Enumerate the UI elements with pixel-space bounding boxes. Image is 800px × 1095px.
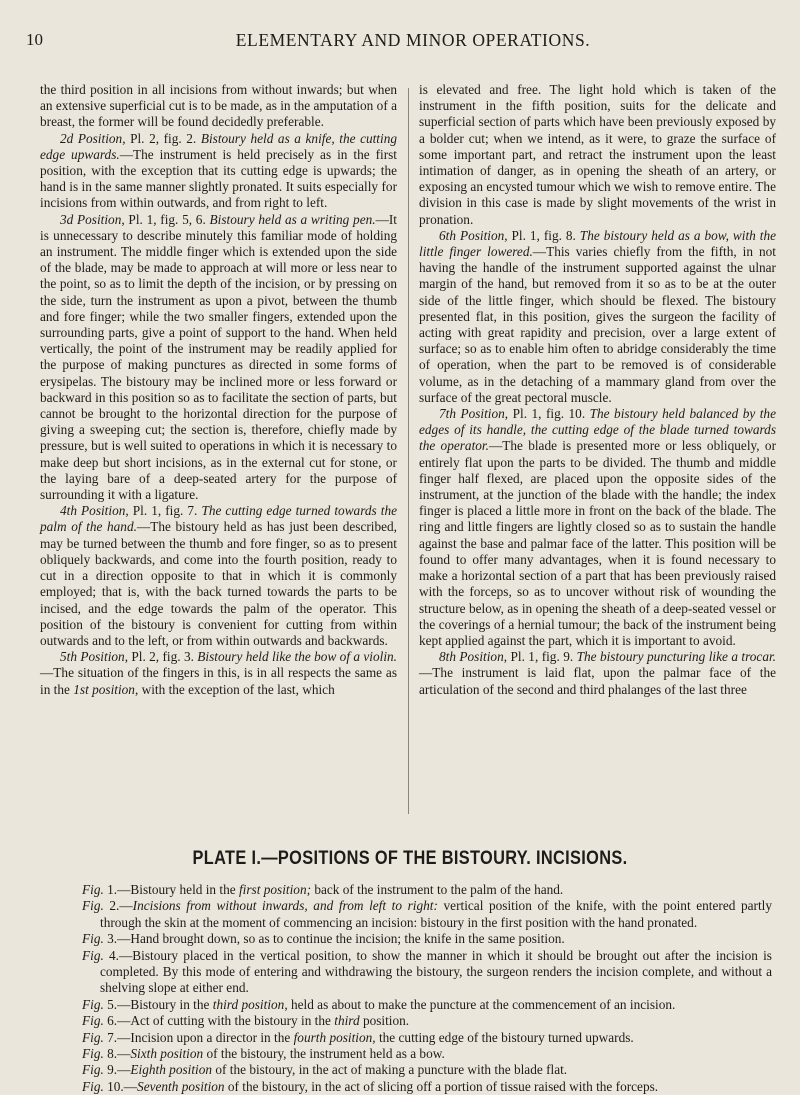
italic-text: The bistoury puncturing like a trocar. bbox=[576, 649, 776, 665]
paragraph bbox=[40, 82, 397, 131]
plate-title: PLATE I.—POSITIONS OF THE BISTOURY. INCISIONS. bbox=[192, 848, 628, 869]
italic-text: Fig. bbox=[82, 1046, 104, 1062]
text-run: , Pl. 1, fig. 10. bbox=[504, 406, 590, 422]
paragraph bbox=[40, 212, 397, 504]
italic-text: Fig. bbox=[82, 947, 104, 963]
text-run: 3.—Hand brought down, so as to continue the incision; the knife in the same position. bbox=[103, 931, 565, 947]
italic-text: Fig. bbox=[82, 931, 104, 947]
right-column bbox=[415, 82, 776, 822]
italic-text: Bistoury held as a knife, the cutting edge upwards. bbox=[40, 130, 397, 162]
text-run: —The instrument is held precisely as in the first position, with the exception that its cutting edge is upwards; the hand is in the same manner slightly pronated. It suits especially for incisions from within outwards, and from right to left. bbox=[40, 146, 397, 211]
text-run: position. bbox=[359, 1013, 410, 1029]
text-run: —The blade is presented more or less obliquely, or entirely flat upon the parts to be divided. The thumb and middle finger half flexed, are placed upon the opposite sides of the instrument, at the junction of the blade with the handle; the index finger is placed a little more in front on the back of the blade. The ring and little fingers are lightly closed so as to sustain the handle against the base and palmar face of the latter. This position will be found to offer many advantages, when it is found necessary to make a horizontal section of a part that has been previously raised with the forceps, so as to uncover without risk of wounding the structure below, as in opening the sheath of a deep-seated vessel or the coverings of a hernial tumour; the back of the instrument being kept applied against the part, which it is important to avoid. bbox=[419, 438, 776, 648]
paragraph bbox=[40, 649, 397, 698]
italic-text: fourth position bbox=[293, 1029, 373, 1045]
italic-text: Fig. bbox=[82, 1078, 104, 1094]
text-run: , the cutting edge of the bistoury turned upwards. bbox=[372, 1029, 634, 1045]
text-run: 7.—Incision upon a director in the bbox=[103, 1029, 294, 1045]
text-run: 5.—Bistoury in the bbox=[103, 996, 213, 1012]
text-run: —The bistoury held as has just been described, may be turned between the thumb and fore finger, so as to present obliquely backwards, and come into the fourth position, ready to cut in a direction opposite to that in which it is commonly employed; that is, with the back turned towards the parts to be incised, and the edge towards the palm of the operator. This position of the bistoury is convenient for cutting from within outwards and to the left, or from within outwards and backwards. bbox=[40, 519, 397, 648]
figure-caption bbox=[82, 997, 772, 1013]
text-run: —The situation of the fingers in this, is in all respects the same as in the bbox=[40, 665, 397, 697]
text-run: back of the instrument to the palm of the hand. bbox=[311, 882, 564, 897]
figure-caption bbox=[82, 1013, 772, 1029]
italic-text: 5th Position bbox=[60, 649, 125, 665]
italic-text: Fig. bbox=[82, 1013, 104, 1029]
italic-text: Seventh position bbox=[137, 1078, 225, 1094]
italic-text: Fig. bbox=[82, 1029, 104, 1045]
column-divider bbox=[408, 88, 409, 814]
italic-text: Bistoury held as a writing pen. bbox=[209, 211, 376, 227]
italic-text: 1st position bbox=[73, 681, 135, 697]
italic-text: Sixth position bbox=[130, 1046, 204, 1062]
text-run: 2.— bbox=[103, 898, 133, 914]
text-run: , held as about to make the puncture at the commencement of an incision. bbox=[284, 996, 676, 1012]
paragraph bbox=[40, 131, 397, 212]
italic-text: The bistoury held balanced by the edges of its handle, the cutting edge of the blade turned towards the operator. bbox=[419, 406, 776, 454]
text-run: 1.—Bistoury held in the bbox=[103, 882, 239, 897]
italic-text: 4th Position bbox=[60, 503, 126, 519]
text-run: , Pl. 1, fig. 9. bbox=[503, 649, 577, 665]
figure-caption bbox=[82, 948, 772, 997]
italic-text: The cutting edge turned towards the palm of the hand. bbox=[40, 503, 398, 535]
italic-text: Bistoury held like the bow of a violin. bbox=[197, 649, 398, 665]
paragraph bbox=[419, 228, 776, 406]
text-run: , Pl. 1, fig. 7. bbox=[125, 503, 202, 519]
italic-text: Incisions from without inwards, and from left to right: bbox=[132, 898, 438, 914]
text-run: is elevated and free. The light hold which is taken of the instrument in the fifth position, suits for the delicate and superficial section of parts which have been previously exposed by a bolder cut; when we intend, as it were, to graze the surface of some important part, and retract the instrument upon the least intimation of danger, as in opening the sheath of an artery, or exposing an encysted tumour which we wish to remove entire. The division in this case is made by slight movements of the wrist in pronation. bbox=[419, 82, 776, 227]
paragraph bbox=[419, 406, 776, 649]
figure-caption bbox=[82, 1079, 772, 1095]
italic-text: 3d Position bbox=[60, 211, 122, 227]
italic-text: Fig. bbox=[82, 1062, 104, 1078]
figure-caption bbox=[82, 898, 772, 931]
paragraph bbox=[40, 503, 397, 649]
body-columns bbox=[40, 82, 776, 822]
italic-text: 7th Position bbox=[439, 406, 505, 422]
text-run: the third position in all incisions from without inwards; but when an extensive superficial cut is to be made, as in the amputation of a breast, the former will be found decidedly preferable. bbox=[40, 82, 397, 130]
text-run: of the bistoury, in the act of making a puncture with the blade flat. bbox=[212, 1062, 568, 1078]
running-head: ELEMENTARY AND MINOR OPERATIONS. bbox=[235, 30, 591, 50]
text-run: of the bistoury, the instrument held as a bow. bbox=[203, 1046, 445, 1062]
italic-text: 8th Position bbox=[439, 649, 504, 665]
italic-text: Fig. bbox=[82, 898, 104, 914]
figure-caption bbox=[82, 1030, 772, 1046]
text-run: , Pl. 1, fig. 8. bbox=[504, 227, 580, 243]
figure-caption bbox=[82, 882, 772, 898]
italic-text: Fig. bbox=[82, 882, 104, 897]
text-run: , Pl. 2, fig. 3. bbox=[124, 649, 198, 665]
plate-captions bbox=[82, 882, 772, 1095]
paragraph bbox=[419, 82, 776, 228]
text-run: 10.— bbox=[103, 1078, 138, 1094]
left-column bbox=[40, 82, 401, 822]
italic-text: The bistoury held as a bow, with the little finger lowered. bbox=[419, 227, 776, 260]
page-number: 10 bbox=[26, 30, 43, 49]
text-run: 4.—Bistoury placed in the vertical position, to show the manner in which it should be brought out after the incision is completed. By this mode of entering and withdrawing the bistoury, the surgeon renders the incision complete, and without a shelving slope at either end. bbox=[100, 947, 772, 996]
paragraph bbox=[419, 649, 776, 698]
text-run: , Pl. 1, fig. 5, 6. bbox=[121, 211, 210, 227]
figure-caption bbox=[82, 931, 772, 947]
page-header bbox=[26, 30, 760, 54]
text-run: —The instrument is laid flat, upon the palmar face of the articulation of the second and third phalanges of the last three bbox=[419, 665, 776, 697]
text-run: , with the exception of the last, which bbox=[134, 681, 335, 697]
italic-text: third bbox=[334, 1013, 360, 1029]
text-run: —This varies chiefly from the fifth, in not having the handle of the instrument supported against the ulnar margin of the hand, but removed from it so as to be at the outer side of the little finger, which should be flexed. The bistoury presented flat, in this position, gives the surgeon the facility of acting with great rapidity and precision, over a large extent of surface; so as to enable him often to abridge considerably the time of operation, when the part to be removed is of considerable volume, as in the detaching of a mammary gland from over the surface of the great pectoral muscle. bbox=[419, 244, 777, 405]
italic-text: Fig. bbox=[82, 996, 104, 1012]
italic-text: first position; bbox=[238, 882, 312, 897]
text-run: 9.— bbox=[103, 1062, 131, 1078]
italic-text: 2d Position bbox=[60, 130, 123, 146]
text-run: 6.—Act of cutting with the bistoury in the bbox=[103, 1013, 335, 1029]
text-run: —It is unnecessary to describe minutely this familiar mode of holding an instrument. The middle finger which is extended upon the side of the blade, may be made to approach at will more or less near to the point, so as to limit the depth of the incision, or by pressing on the side, turn the instrument as upon a pivot, between the thumb and fore finger; while the two smaller fingers, extended upon the surrounding parts, give a point of support to the hand. When held vertically, the point of the instrument may be readily applied for the purpose of making punctures as directed in some forms of erysipelas. The bistoury may be inclined more or less forward or backward in this position so as to facilitate the section of parts, but cannot be brought to the horizontal direction for the purpose of giving a sweeping cut; the section is, therefore, chiefly made by pressure, but is well suited to operations in which it is necessary to make deep but short incisions, as in the external cut for stone, or the laying bare of a deep-seated artery for the purpose of surrounding it with a ligature. bbox=[40, 211, 397, 503]
text-run: , Pl. 2, fig. 2. bbox=[122, 130, 201, 146]
text-run: vertical position of the knife, with the point entered partly through the skin at the moment of commencing an incision: bistoury in the first position with the hand pronated. bbox=[100, 898, 772, 930]
italic-text: third position bbox=[212, 996, 285, 1012]
italic-text: Eighth position bbox=[130, 1062, 213, 1078]
italic-text: 6th Position bbox=[439, 227, 505, 243]
text-run: 8.— bbox=[103, 1046, 131, 1062]
figure-caption bbox=[82, 1046, 772, 1062]
text-run: of the bistoury, in the act of slicing off a portion of tissue raised with the forceps. bbox=[224, 1078, 659, 1094]
